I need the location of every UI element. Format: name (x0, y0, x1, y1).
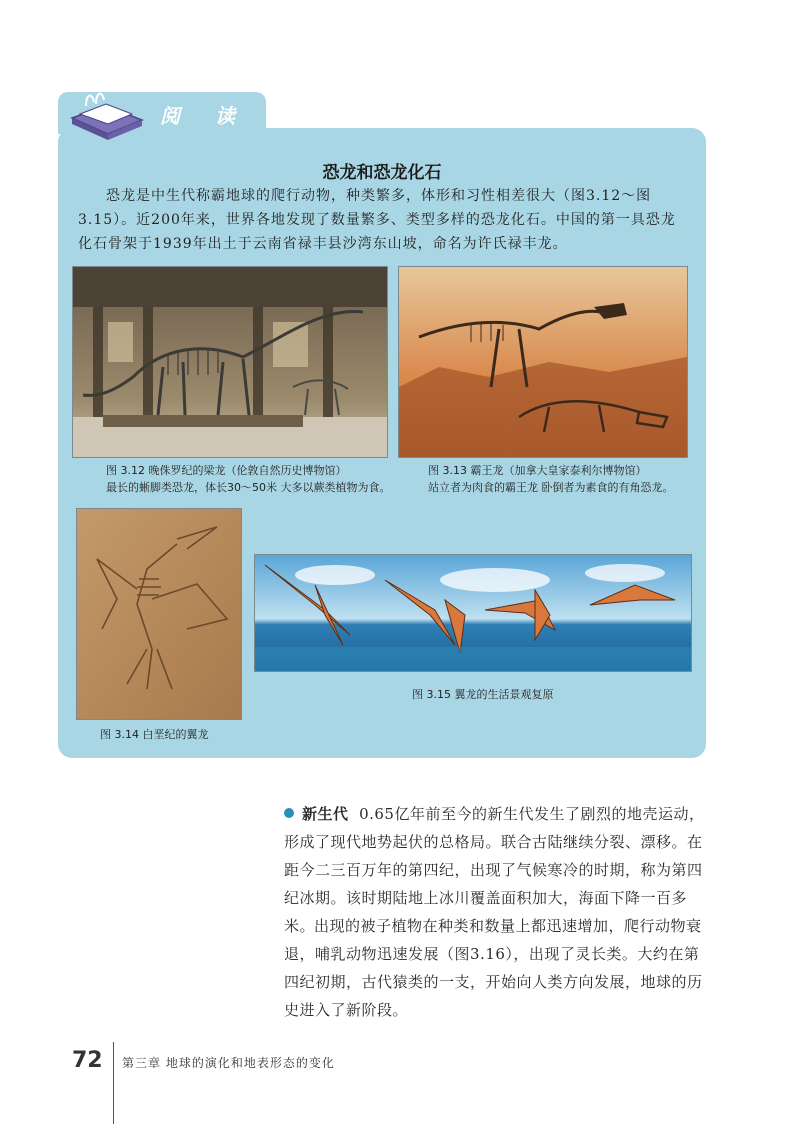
main-paragraph-2: 出现的被子植物在种类和数量上都迅速增加，爬行动物衰退，哺乳动物迅速发展（图3.16），出现了灵长类。大约在第四纪初期，古代猿类的一支，开始向人类方向发展，地球的历史进入了新阶段。 (284, 917, 703, 1019)
reading-paragraph: 恐龙是中生代称霸地球的爬行动物，种类繁多，体形和习性相差很大（图3.12～图3.15）。近200年来，世界各地发现了数量繁多、类型多样的恐龙化石。中国的第一具恐龙化石骨架于1939年出土于云南省禄丰县沙湾东山坡，命名为许氏禄丰龙。 (78, 188, 676, 252)
figure-3-13-caption (428, 462, 698, 496)
figure-3-15-photo (254, 554, 692, 672)
figure-3-15-caption: 图 3.15 翼龙的生活景观复原 (412, 688, 554, 701)
reading-title: 恐龙和恐龙化石 (322, 163, 442, 183)
figure-3-13-caption-desc: 站立者为肉食的霸王龙 卧倒者为素食的有角恐龙。 (428, 481, 674, 494)
section-heading: 新生代 (302, 805, 349, 823)
chapter-title: 第三章 地球的演化和地表形态的变化 (122, 1056, 335, 1070)
page-number: 72 (72, 1048, 103, 1073)
book-icon (66, 84, 146, 144)
figure-3-13-caption-title: 图 3.13 霸王龙（加拿大皇家泰利尔博物馆） (428, 464, 647, 477)
bullet-icon (284, 808, 294, 818)
reading-tab-label: 阅 读 (160, 104, 249, 128)
figure-3-12-caption (106, 462, 406, 496)
figure-3-12-caption-title: 图 3.12 晚侏罗纪的梁龙（伦敦自然历史博物馆） (106, 464, 347, 477)
figure-3-13-photo (398, 266, 688, 458)
footer-divider (113, 1042, 114, 1124)
figure-3-12-caption-desc: 最长的蜥脚类恐龙，体长30～50米 大多以蕨类植物为食。 (106, 481, 391, 494)
figure-3-12-photo (72, 266, 388, 458)
figure-3-14-caption: 图 3.14 白垩纪的翼龙 (100, 728, 209, 741)
figure-3-14-photo (76, 508, 242, 720)
section-text: 0.65亿年前至今的新生代发生了剧烈的地壳运动，形成了现代地势起伏的总格局。联合古陆继续分裂、漂移。在距今二三百万年的第四纪，出现了气候寒冷的时期，称为第四纪冰期。该时期陆地上冰川覆盖面积加大，海面下降一百多米。 (284, 805, 705, 935)
